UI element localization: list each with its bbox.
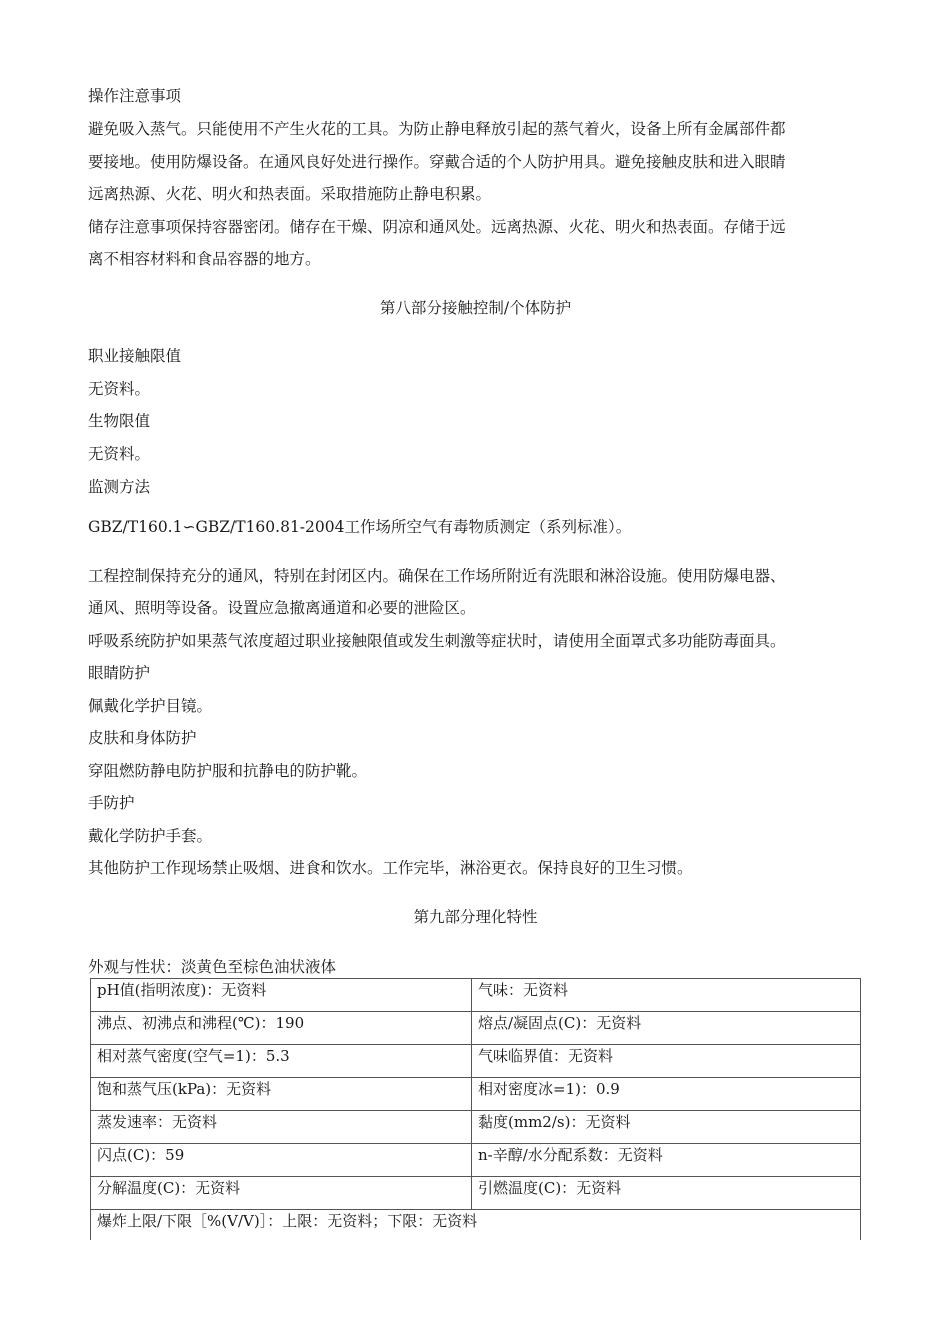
monitor-label: 监测方法 <box>88 478 151 496</box>
table-cell: 蒸发速率：无资料 <box>91 1111 472 1144</box>
oel-label: 职业接触限值 <box>88 347 182 365</box>
table-cell: pH值(指明浓度)：无资料 <box>91 979 472 1012</box>
table-cell: 沸点、初沸点和沸程(℃)：190 <box>91 1012 472 1045</box>
handling-text-line-1: 避免吸入蒸气。只能使用不产生火花的工具。为防止静电释放引起的蒸气着火，设备上所有金属部件都 <box>88 120 786 138</box>
hand-protection-value: 戴化学防护手套。 <box>88 827 213 845</box>
table-cell: 熔点/凝固点(C)：无资料 <box>472 1012 861 1045</box>
eye-protection-value: 佩戴化学护目镜。 <box>88 697 213 715</box>
table-cell: 闪点(C)：59 <box>91 1144 472 1177</box>
table-row <box>91 1144 861 1177</box>
appearance: 外观与性状：淡黄色至棕色油状液体 <box>88 958 337 976</box>
table-cell: 引燃温度(C)：无资料 <box>472 1177 861 1210</box>
handling-title: 操作注意事项 <box>88 87 182 105</box>
other-protection: 其他防护工作现场禁止吸烟、进食和饮水。工作完毕，淋浴更衣。保持良好的卫生习惯。 <box>88 859 693 877</box>
table-cell: n-辛醇/水分配系数：无资料 <box>472 1144 861 1177</box>
table-cell: 气味：无资料 <box>472 979 861 1012</box>
table-row <box>91 1012 861 1045</box>
table-cell: 相对蒸气密度(空气=1)：5.3 <box>91 1045 472 1078</box>
bio-limit-label: 生物限值 <box>88 412 151 430</box>
hand-protection-label: 手防护 <box>88 794 135 812</box>
storage-text-line-1: 储存注意事项保持容器密闭。储存在干燥、阴凉和通风处。远离热源、火花、明火和热表面。存储于远 <box>88 218 786 236</box>
section-9-heading: 第九部分理化特性 <box>413 908 538 926</box>
monitor-value: GBZ/T160.1∽GBZ/T160.81-2004工作场所空气有毒物质测定（系列标准）。 <box>88 518 632 536</box>
table-cell: 黏度(mm2/s)：无资料 <box>472 1111 861 1144</box>
engineering-control-line-1: 工程控制保持充分的通风，特别在封闭区内。确保在工作场所附近有洗眼和淋浴设施。使用防爆电器、 <box>88 567 786 585</box>
respiratory-protection: 呼吸系统防护如果蒸气浓度超过职业接触限值或发生刺激等症状时，请使用全面罩式多功能防毒面具。 <box>88 632 786 650</box>
table-row <box>91 1078 861 1111</box>
table-row <box>91 1111 861 1144</box>
bio-limit-value: 无资料。 <box>88 445 151 463</box>
handling-text-line-3: 远离热源、火花、明火和热表面。采取措施防止静电积累。 <box>88 185 492 203</box>
table-cell: 相对密度冰=1)：0.9 <box>472 1078 861 1111</box>
properties-table <box>90 978 861 1240</box>
table-cell: 爆炸上限/下限［%(V/V)］：上限：无资料；下限：无资料 <box>91 1210 861 1241</box>
table-cell: 气味临界值：无资料 <box>472 1045 861 1078</box>
eye-protection-label: 眼睛防护 <box>88 664 151 682</box>
table-row <box>91 1177 861 1210</box>
storage-text-line-2: 离不相容材料和食品容器的地方。 <box>88 250 321 268</box>
handling-text-line-2: 要接地。使用防爆设备。在通风良好处进行操作。穿戴合适的个人防护用具。避免接触皮肤和进入眼睛 <box>88 153 786 171</box>
table-row <box>91 979 861 1012</box>
skin-protection-value: 穿阻燃防静电防护服和抗静电的防护靴。 <box>88 762 368 780</box>
table-row <box>91 1045 861 1078</box>
section-8-heading: 第八部分接触控制/个体防护 <box>379 299 572 317</box>
table-cell: 分解温度(C)：无资料 <box>91 1177 472 1210</box>
table-row <box>91 1210 861 1241</box>
engineering-control-line-2: 通风、照明等设备。设置应急撤离通道和必要的泄险区。 <box>88 599 476 617</box>
skin-protection-label: 皮肤和身体防护 <box>88 729 197 747</box>
table-cell: 饱和蒸气压(kPa)：无资料 <box>91 1078 472 1111</box>
oel-value: 无资料。 <box>88 380 151 398</box>
